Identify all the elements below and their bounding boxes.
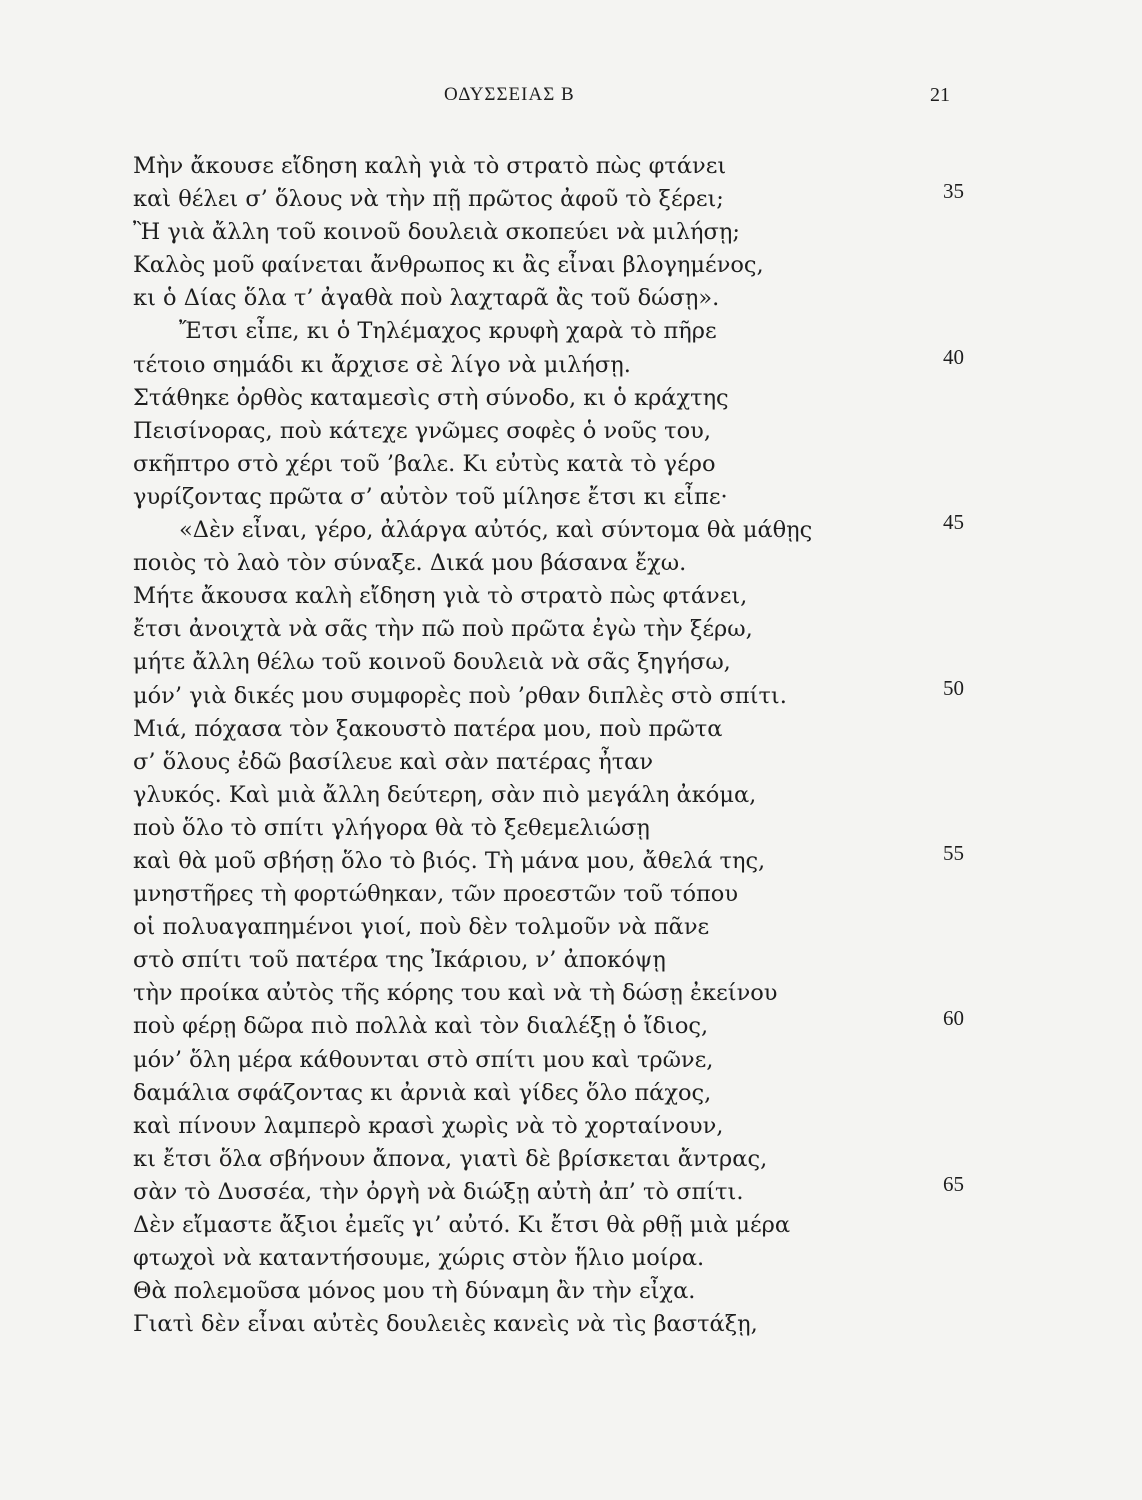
verse-line-text: φτωχοὶ νὰ καταντήσουμε, χώρις στὸν ἥλιο μοίρα. <box>133 1245 705 1272</box>
line-number: 40 <box>943 344 964 369</box>
verse-line-text: Καλὸς μοῦ φαίνεται ἄνθρωπος κι ἂς εἶναι βλογημένος, <box>133 252 764 279</box>
verse-line <box>133 315 1003 348</box>
verse-line-text: σ’ ὅλους ἐδῶ βασίλευε καὶ σὰν πατέρας ἦταν <box>133 748 654 775</box>
verse-line <box>133 646 1003 679</box>
verse-line <box>133 510 1003 547</box>
verse-line-text: γλυκός. Καὶ μιὰ ἄλλη δεύτερη, σὰν πιὸ μεγάλη ἀκόμα, <box>133 781 757 808</box>
verse-line-text: ποὺ ὅλο τὸ σπίτι γλήγορα θὰ τὸ ξεθεμελιώσῃ <box>133 814 650 841</box>
verse-line <box>133 911 1003 944</box>
verse-line-text: καὶ θὰ μοῦ σβήσῃ ὅλο τὸ βιός. Τὴ μάνα μου, ἄθελά της, <box>133 847 766 874</box>
verse-line <box>133 977 1003 1010</box>
verse-line-text: ἔτσι ἀνοιχτὰ νὰ σᾶς τὴν πῶ ποὺ πρῶτα ἐγὼ τὴν ξέρω, <box>133 616 753 643</box>
verse-line <box>133 1275 1003 1308</box>
verse-line <box>133 282 1003 315</box>
verse-line-text: καὶ πίνουν λαμπερὸ κρασὶ χωρὶς νὰ τὸ χορταίνουν, <box>133 1112 724 1139</box>
verse-line <box>133 344 1003 382</box>
verse-line-text: Δὲν εἴμαστε ἄξιοι ἐμεῖς γι’ αὐτό. Κι ἔτσι θὰ ρθῇ μιὰ μέρα <box>133 1212 791 1238</box>
verse-line-text: μόν’ γιὰ δικές μου συμφορὲς ποὺ ’ρθαν διπλὲς στὸ σπίτι. <box>133 682 787 709</box>
verse-line-text: κι ἔτσι ὅλα σβήνουν ἄπονα, γιατὶ δὲ βρίσκεται ἄντρας, <box>133 1145 768 1172</box>
line-number: 55 <box>943 840 964 865</box>
verse-line <box>133 415 1003 448</box>
verse-line <box>133 878 1003 911</box>
verse-line-text: τέτοιο σημάδι κι ἄρχισε σὲ λίγο νὰ μιλήσῃ. <box>133 351 631 378</box>
verse-line-text: κι ὁ Δίας ὅλα τ’ ἀγαθὰ ποὺ λαχταρᾶ ἂς τοῦ δώσῃ». <box>133 285 720 312</box>
verse-line-text: Μιά, πόχασα τὸν ξακουστὸ πατέρα μου, ποὺ πρῶτα <box>133 715 723 742</box>
verse-line-text: μνηστῆρες τὴ φορτώθηκαν, τῶν προεστῶν τοῦ τόπου <box>133 881 739 908</box>
verse-line-text: μήτε ἄλλη θέλω τοῦ κοινοῦ δουλειὰ νὰ σᾶς ξηγήσω, <box>133 649 731 676</box>
verse-line-text: «Δὲν εἶναι, γέρο, ἀλάργα αὐτός, καὶ σύντομα θὰ μάθῃς <box>179 517 813 544</box>
verse-line <box>133 1044 1003 1077</box>
verse-line <box>133 1171 1003 1209</box>
verse-line <box>133 840 1003 878</box>
verse-line <box>133 746 1003 779</box>
verse-text <box>133 150 1003 1341</box>
verse-line <box>133 382 1003 415</box>
verse-line-text: ποιὸς τὸ λαὸ τὸν σύναξε. Δικά μου βάσανα ἔχω. <box>133 550 687 577</box>
verse-line <box>133 1143 1003 1176</box>
line-number: 50 <box>943 675 964 700</box>
running-title: ΟΔΥΣΣΕΙΑΣ Β <box>444 84 575 105</box>
verse-line <box>133 249 1003 282</box>
verse-line-text: σὰν τὸ Δυσσέα, τὴν ὀργὴ νὰ διώξῃ αὐτὴ ἀπ’ τὸ σπίτι. <box>133 1178 744 1205</box>
verse-line-text: Μὴν ἄκουσε εἴδηση καλὴ γιὰ τὸ στρατὸ πὼς φτάνει <box>133 153 727 179</box>
verse-line-text: Γιατὶ δὲν εἶναι αὐτὲς δουλειὲς κανεὶς νὰ τὶς βαστάξῃ, <box>133 1311 758 1338</box>
page-header <box>0 84 1142 114</box>
verse-line <box>133 1242 1003 1275</box>
verse-line-text: καὶ θέλει σ’ ὅλους νὰ τὴν πῇ πρῶτος ἀφοῦ τὸ ξέρει; <box>133 186 724 213</box>
verse-line <box>133 1110 1003 1143</box>
verse-line-text: γυρίζοντας πρῶτα σ’ αὐτὸν τοῦ μίλησε ἔτσι κι εἶπε· <box>133 483 728 510</box>
verse-line <box>133 547 1003 580</box>
page-number: 21 <box>930 84 950 106</box>
verse-line-text: Στάθηκε ὀρθὸς καταμεσὶς στὴ σύνοδο, κι ὁ κράχτης <box>133 384 729 411</box>
verse-line <box>133 216 1003 249</box>
line-number: 35 <box>943 179 964 204</box>
verse-line <box>133 713 1003 746</box>
verse-line-text: μόν’ ὅλη μέρα κάθουνται στὸ σπίτι μου καὶ τρῶνε, <box>133 1046 714 1073</box>
verse-line <box>133 613 1003 646</box>
verse-line <box>133 779 1003 812</box>
verse-line-text: Ἔτσι εἶπε, κι ὁ Τηλέμαχος κρυφὴ χαρὰ τὸ πῆρε <box>179 318 717 345</box>
verse-line <box>133 481 1003 514</box>
verse-line-text: οἱ πολυαγαπημένοι γιοί, ποὺ δὲν τολμοῦν νὰ πᾶνε <box>133 914 710 941</box>
verse-line <box>133 448 1003 481</box>
verse-line <box>133 675 1003 713</box>
verse-line-text: δαμάλια σφάζοντας κι ἀρνιὰ καὶ γίδες ὅλο πάχος, <box>133 1079 712 1106</box>
verse-line <box>133 1209 1003 1242</box>
verse-line-text: ποὺ φέρῃ δῶρα πιὸ πολλὰ καὶ τὸν διαλέξῃ ὁ ἴδιος, <box>133 1013 709 1040</box>
verse-line-text: Μήτε ἄκουσα καλὴ εἴδηση γιὰ τὸ στρατὸ πὼς φτάνει, <box>133 583 748 610</box>
verse-line-text: Πεισίνορας, ποὺ κάτεχε γνῶμες σοφὲς ὁ νοῦς του, <box>133 417 711 444</box>
verse-line <box>133 1308 1003 1341</box>
verse-line <box>133 1006 1003 1043</box>
verse-line <box>133 580 1003 613</box>
line-number: 65 <box>943 1171 964 1196</box>
verse-line-text: στὸ σπίτι τοῦ πατέρα της Ἰκάριου, ν’ ἀποκόψῃ <box>133 947 666 974</box>
verse-line-text: σκῆπτρο στὸ χέρι τοῦ ’βαλε. Κι εὐτὺς κατὰ τὸ γέρο <box>133 450 716 477</box>
verse-line-text: Θὰ πολεμοῦσα μόνος μου τὴ δύναμη ἂν τὴν εἶχα. <box>133 1278 696 1305</box>
line-number: 60 <box>943 1006 964 1031</box>
verse-line <box>133 1077 1003 1110</box>
line-number: 45 <box>943 510 964 535</box>
verse-line <box>133 150 1003 183</box>
verse-line-text: τὴν προίκα αὐτὸς τῆς κόρης του καὶ νὰ τὴ δώσῃ ἐκείνου <box>133 980 778 1007</box>
verse-line <box>133 944 1003 977</box>
verse-line <box>133 812 1003 845</box>
verse-line-text: Ἢ γιὰ ἄλλη τοῦ κοινοῦ δουλειὰ σκοπεύει νὰ μιλήσῃ; <box>133 219 740 246</box>
verse-line <box>133 179 1003 216</box>
